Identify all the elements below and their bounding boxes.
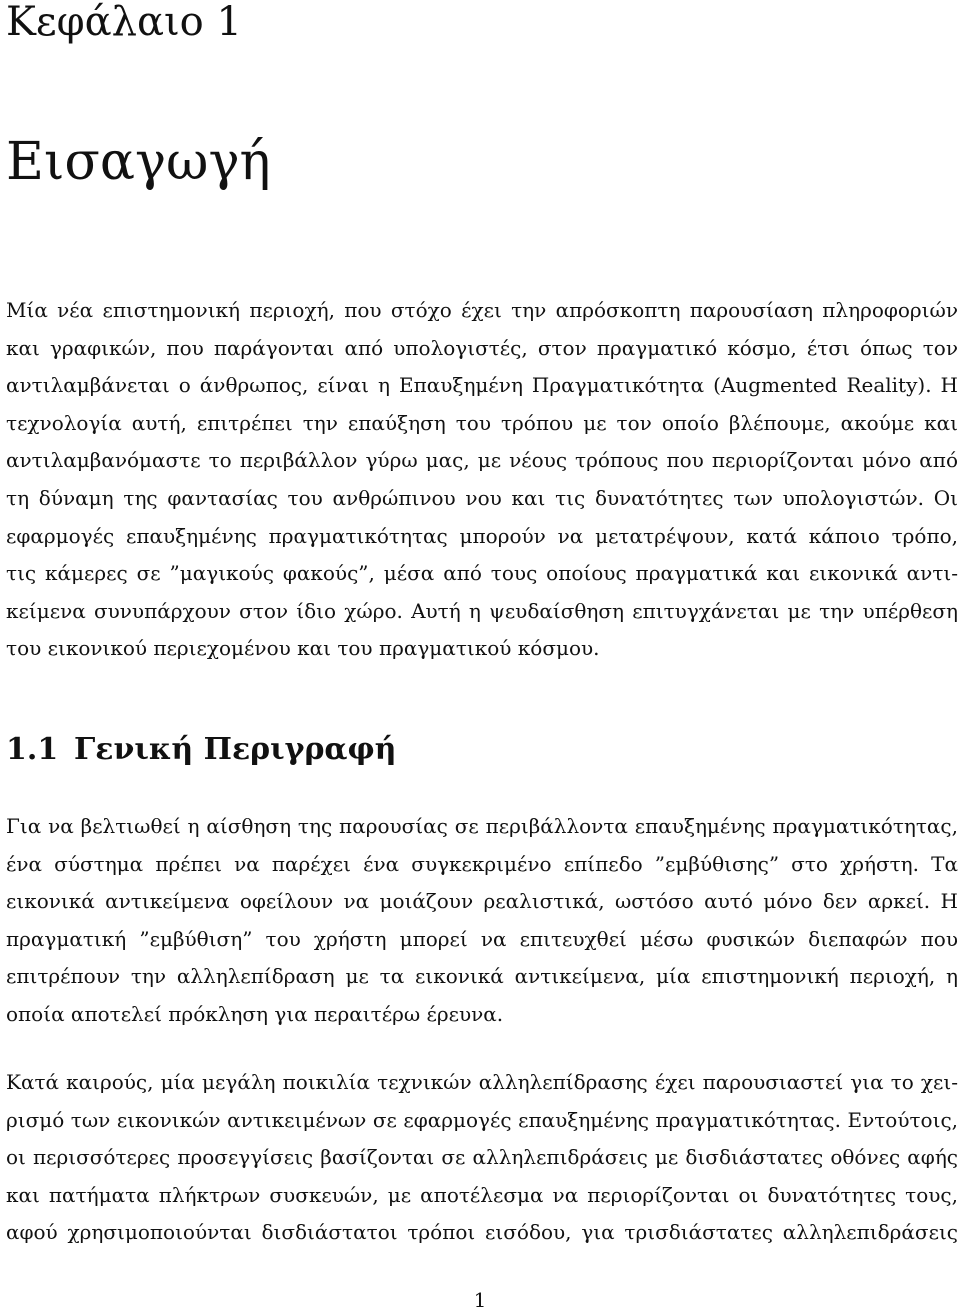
paragraph-line: και γραφικών, που παράγονται από υπολογιστές, στον πραγματικό κόσμο, έτσι όπως τον xyxy=(6,335,958,360)
section-paragraph xyxy=(6,808,958,1034)
paragraph-line: ρισμό των εικονικών αντικειμένων σε εφαρμογές επαυξημένης πραγματικότητας. Εντούτοις, xyxy=(6,1107,958,1132)
paragraph-line: του εικονικού περιεχομένου και του πραγματικού κόσμου. xyxy=(6,636,600,661)
paragraph-line: Για να βελτιωθεί η αίσθηση της παρουσίας σε περιβάλλοντα επαυξημένης πραγματικότητας, xyxy=(6,814,958,838)
chapter-title: Εισαγωγή xyxy=(6,132,271,192)
paragraph-line: εφαρμογές επαυξημένης πραγματικότητας μπορούν να μετατρέψουν, κατά κάποιο τρόπο, xyxy=(6,523,958,548)
paragraph-line: και πατήματα πλήκτρων συσκευών, με αποτέλεσμα να περιορίζονται οι δυνατότητες τους, xyxy=(6,1182,958,1207)
paragraph-line: πραγματική ”εμβύθιση” του χρήστη μπορεί να επιτευχθεί μέσω φυσικών διεπαφών που xyxy=(6,926,958,951)
paragraph-line: Μία νέα επιστημονική περιοχή, που στόχο έχει την απρόσκοπτη παρουσίαση πληροφοριών xyxy=(6,298,958,322)
section-paragraph xyxy=(6,1064,958,1252)
page-number: 1 xyxy=(473,1288,487,1312)
chapter-label: Κεφάλαιο 1 xyxy=(6,0,242,45)
paragraph-line: κείμενα συνυπάρχουν στον ίδιο χώρο. Αυτή η ψευδαίσθηση επιτυγχάνεται με την υπέρθεση xyxy=(6,598,958,623)
paragraph-line: ένα σύστημα πρέπει να παρέχει ένα συγκεκριμένο επίπεδο ”εμβύθισης” στο χρήστη. Τα xyxy=(6,851,958,876)
paragraph-line: οι περισσότερες προσεγγίσεις βασίζονται σε αλληλεπιδράσεις με δισδιάστατες οθόνες αφής xyxy=(6,1145,958,1170)
paragraph-line: τη δύναμη της φαντασίας του ανθρώπινου νου και τις δυνατότητες των υπολογιστών. Οι xyxy=(6,485,958,510)
section-heading xyxy=(6,728,396,772)
paragraph-line: τις κάμερες σε ”μαγικούς φακούς”, μέσα από τους οποίους πραγματικά και εικονικά αντι- xyxy=(6,561,958,586)
paragraph-line: οποία αποτελεί πρόκληση για περαιτέρω έρευνα. xyxy=(6,1001,504,1026)
paragraph-line: Κατά καιρούς, μία μεγάλη ποικιλία τεχνικών αλληλεπίδρασης έχει παρουσιαστεί για το χει- xyxy=(6,1070,958,1094)
paragraph-line: αφού χρησιμοποιούνται δισδιάστατοι τρόποι εισόδου, για τρισδιάστατες αλληλεπιδράσεις xyxy=(6,1220,958,1245)
paragraph-line: εικονικά αντικείμενα οφείλουν να μοιάζουν ρεαλιστικά, ωστόσο αυτό μόνο δεν αρκεί. Η xyxy=(6,889,958,914)
paragraph-line: τεχνολογία αυτή, επιτρέπει την επαύξηση του τρόπου με τον οποίο βλέπουμε, ακούμε και xyxy=(6,410,958,435)
section-title: Γενική Περιγραφή xyxy=(74,732,397,767)
paragraph-line: επιτρέπουν την αλληλεπίδραση με τα εικονικά αντικείμενα, μία επιστημονική περιοχή, η xyxy=(6,964,958,989)
section-number: 1.1 xyxy=(6,732,59,767)
paragraph-line: αντιλαμβάνεται ο άνθρωπος, είναι η Επαυξημένη Πραγματικότητα (Augmented Reality). Η xyxy=(6,373,958,398)
paragraph-line: αντιλαμβανόμαστε το περιβάλλον γύρω μας, με νέους τρόπους που περιορίζονται μόνο από xyxy=(6,448,958,473)
intro-paragraph xyxy=(6,292,958,668)
